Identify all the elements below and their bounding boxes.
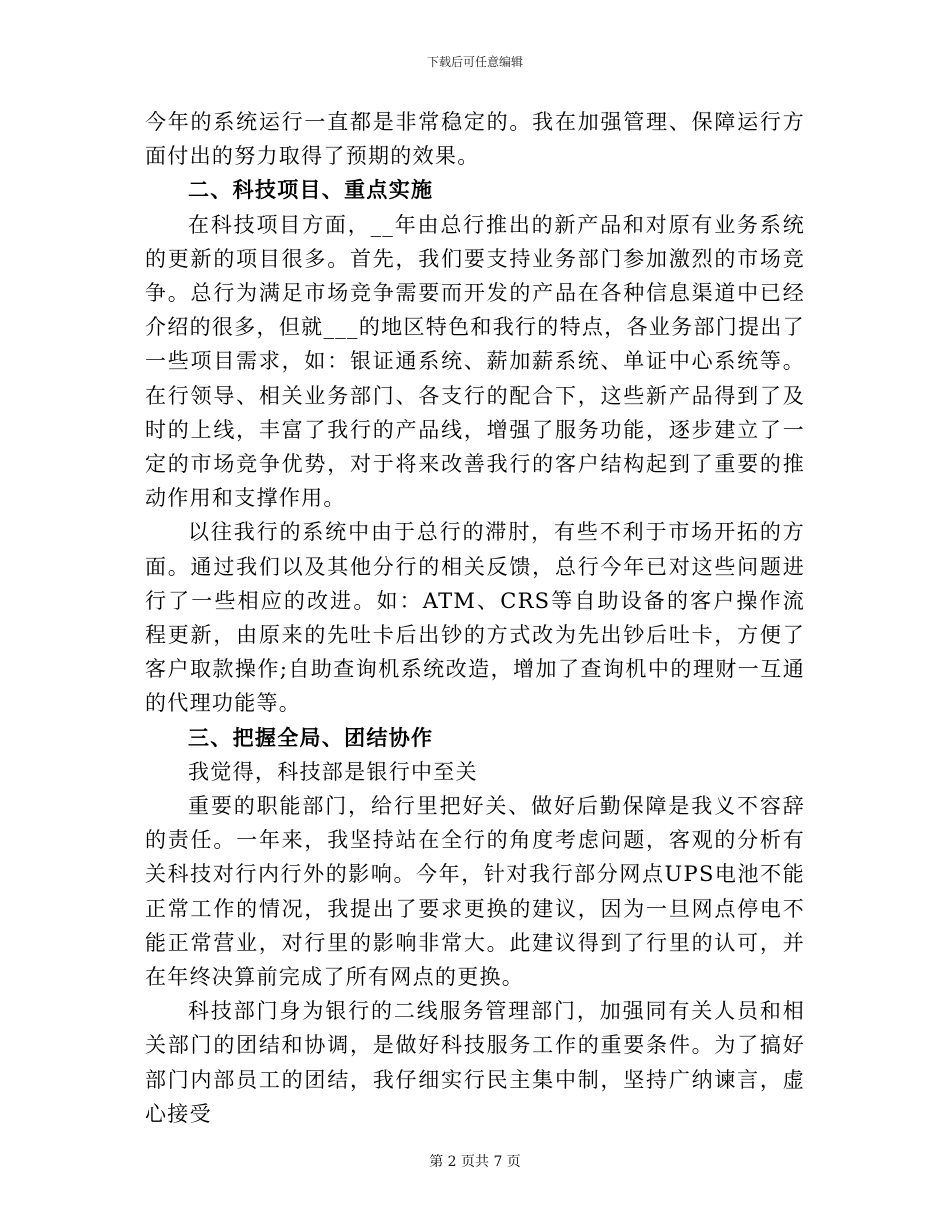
section-heading-2: 二、科技项目、重点实施 bbox=[188, 177, 434, 203]
document-body bbox=[145, 105, 805, 1131]
paragraph: 我觉得，科技部是银行中至关 bbox=[188, 759, 478, 784]
paragraph: 在科技项目方面，__年由总行推出的新产品和对原有业务系统的更新的项目很多。首先，我们要支持业务部门参加激烈的市场竞争。总行为满足市场竞争需要而开发的产品在各种信息渠道中已经介绍的很多，但就___的地区特色和我行的特点，各业务部门提出了一些项目需求，如：银证通系统、薪加薪系统、单证中心系统等。在行领导、相关业务部门、各支行的配合下，这些新产品得到了及时的上线，丰富了我行的产品线，增强了服务功能，逐步建立了一定的市场竞争优势，对于将来改善我行的客户结构起到了重要的推动作用和支撑作用。 bbox=[145, 212, 805, 511]
paragraph: 科技部门身为银行的二线服务管理部门，加强同有关人员和相关部门的团结和协调，是做好科技服务工作的重要条件。为了搞好部门内部员工的团结，我仔细实行民主集中制，坚持广纳谏言，虚心接受 bbox=[145, 999, 805, 1126]
page-header: 下载后可任意编辑 bbox=[426, 55, 523, 69]
paragraph-continuation: 今年的系统运行一直都是非常稳定的。我在加强管理、保障运行方面付出的努力取得了预期的效果。 bbox=[145, 110, 805, 169]
section-heading-3: 三、把握全局、团结协作 bbox=[188, 724, 434, 750]
page-footer: 第 2 页共 7 页 bbox=[429, 1154, 521, 1170]
paragraph: 重要的职能部门，给行里把好关、做好后勤保障是我义不容辞的责任。一年来，我坚持站在全行的角度考虑问题，客观的分析有关科技对行内行外的影响。今年，针对我行部分网点UPS电池不能正常工作的情况，我提出了要求更换的建议，因为一旦网点停电不能正常营业，对行里的影响非常大。此建议得到了行里的认可，并在年终决算前完成了所有网点的更换。 bbox=[145, 794, 805, 990]
paragraph: 以往我行的系统中由于总行的滞肘，有些不利于市场开拓的方面。通过我们以及其他分行的相关反馈，总行今年已对这些问题进行了一些相应的改进。如：ATM、CRS等自助设备的客户操作流程更新，由原来的先吐卡后出钞的方式改为先出钞后吐卡，方便了客户取款操作;自助查询机系统改造，增加了查询机中的理财一互通的代理功能等。 bbox=[145, 520, 805, 716]
